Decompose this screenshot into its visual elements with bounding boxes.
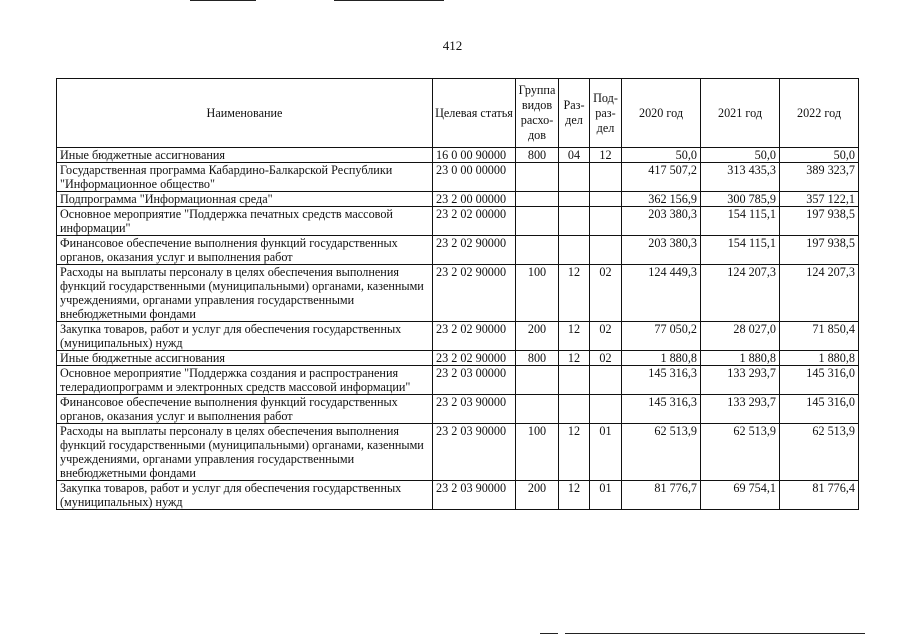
cell-2020: 203 380,3: [622, 207, 701, 236]
budget-table: [56, 78, 859, 510]
cell-2021: 124 207,3: [701, 265, 780, 322]
cell-group: 200: [516, 322, 559, 351]
cell-name: Государственная программа Кабардино-Балкарской Республики "Информационное общество": [57, 163, 433, 192]
cell-name: Иные бюджетные ассигнования: [57, 351, 433, 366]
cell-subsection: [590, 192, 622, 207]
cell-subsection: 02: [590, 265, 622, 322]
table-row: [57, 163, 859, 192]
page-number: 412: [442, 38, 463, 53]
header-subsection: Под- раз- дел: [590, 79, 622, 148]
cell-2022: 1 880,8: [780, 351, 859, 366]
cell-section: [559, 192, 590, 207]
cell-2021: 154 115,1: [701, 236, 780, 265]
cell-name: Закупка товаров, работ и услуг для обеспечения государственных (муниципальных) нужд: [57, 481, 433, 510]
cell-name: Закупка товаров, работ и услуг для обеспечения государственных (муниципальных) нужд: [57, 322, 433, 351]
cell-section: 12: [559, 351, 590, 366]
cell-section: [559, 366, 590, 395]
cell-name: Подпрограмма "Информационная среда": [57, 192, 433, 207]
cell-2021: 1 880,8: [701, 351, 780, 366]
cell-2021: 133 293,7: [701, 366, 780, 395]
cell-2020: 145 316,3: [622, 395, 701, 424]
cell-name: Расходы на выплаты персоналу в целях обеспечения выполнения функций государственными (муниципальными) органами, казенными учреждениями, органами управления государственными внебюджетными фондами: [57, 265, 433, 322]
cell-article: 23 2 03 00000: [433, 366, 516, 395]
table-row: [57, 265, 859, 322]
cell-2022: 124 207,3: [780, 265, 859, 322]
cell-group: 800: [516, 148, 559, 163]
cell-name: Финансовое обеспечение выполнения функций государственных органов, оказания услуг и выполнения работ: [57, 395, 433, 424]
cell-2022: 145 316,0: [780, 366, 859, 395]
cell-2021: 313 435,3: [701, 163, 780, 192]
cell-article: 23 2 03 90000: [433, 395, 516, 424]
cell-2020: 145 316,3: [622, 366, 701, 395]
cell-2021: 300 785,9: [701, 192, 780, 207]
cell-2020: 50,0: [622, 148, 701, 163]
table-row: [57, 395, 859, 424]
header-row: [57, 79, 859, 148]
header-article: Целевая статья: [433, 79, 516, 148]
cell-group: 100: [516, 265, 559, 322]
header-2022: 2022 год: [780, 79, 859, 148]
table-row: [57, 366, 859, 395]
table-row: [57, 424, 859, 481]
cell-2022: 197 938,5: [780, 236, 859, 265]
cell-group: 200: [516, 481, 559, 510]
cell-2020: 417 507,2: [622, 163, 701, 192]
cell-2021: 50,0: [701, 148, 780, 163]
cell-article: 23 2 03 90000: [433, 481, 516, 510]
table-row: [57, 192, 859, 207]
cell-group: [516, 207, 559, 236]
cell-2020: 62 513,9: [622, 424, 701, 481]
cell-name: Финансовое обеспечение выполнения функций государственных органов, оказания услуг и выполнения работ: [57, 236, 433, 265]
cell-section: [559, 236, 590, 265]
cell-article: 23 0 00 00000: [433, 163, 516, 192]
cell-section: [559, 163, 590, 192]
cell-article: 23 2 02 00000: [433, 207, 516, 236]
scan-mark: [334, 0, 444, 1]
cell-2020: 81 776,7: [622, 481, 701, 510]
cell-name: Основное мероприятие "Поддержка печатных средств массовой информации": [57, 207, 433, 236]
scan-mark: [565, 633, 865, 634]
header-section: Раз- дел: [559, 79, 590, 148]
scan-mark: [190, 0, 256, 1]
cell-group: [516, 236, 559, 265]
cell-2022: 197 938,5: [780, 207, 859, 236]
cell-2022: 71 850,4: [780, 322, 859, 351]
table-row: [57, 148, 859, 163]
cell-2021: 133 293,7: [701, 395, 780, 424]
cell-2020: 124 449,3: [622, 265, 701, 322]
cell-section: [559, 207, 590, 236]
cell-2022: 50,0: [780, 148, 859, 163]
cell-group: 100: [516, 424, 559, 481]
cell-section: 12: [559, 265, 590, 322]
cell-section: 12: [559, 424, 590, 481]
cell-article: 16 0 00 90000: [433, 148, 516, 163]
cell-group: [516, 366, 559, 395]
cell-2022: 145 316,0: [780, 395, 859, 424]
scan-mark: [540, 633, 558, 634]
header-2021: 2021 год: [701, 79, 780, 148]
header-name: Наименование: [57, 79, 433, 148]
cell-article: 23 2 02 90000: [433, 351, 516, 366]
table-row: [57, 351, 859, 366]
cell-article: 23 2 02 90000: [433, 236, 516, 265]
cell-article: 23 2 00 00000: [433, 192, 516, 207]
table-row: [57, 207, 859, 236]
table-body: [57, 148, 859, 510]
table-row: [57, 322, 859, 351]
cell-2022: 62 513,9: [780, 424, 859, 481]
cell-2022: 357 122,1: [780, 192, 859, 207]
cell-subsection: 12: [590, 148, 622, 163]
cell-2020: 1 880,8: [622, 351, 701, 366]
cell-subsection: 01: [590, 424, 622, 481]
cell-subsection: [590, 366, 622, 395]
cell-group: 800: [516, 351, 559, 366]
cell-2021: 69 754,1: [701, 481, 780, 510]
header-group: Группа видов расхо- дов: [516, 79, 559, 148]
cell-subsection: [590, 395, 622, 424]
header-2020: 2020 год: [622, 79, 701, 148]
cell-2020: 362 156,9: [622, 192, 701, 207]
cell-article: 23 2 02 90000: [433, 322, 516, 351]
cell-subsection: 02: [590, 322, 622, 351]
cell-name: Иные бюджетные ассигнования: [57, 148, 433, 163]
cell-2021: 28 027,0: [701, 322, 780, 351]
cell-subsection: 02: [590, 351, 622, 366]
cell-group: [516, 163, 559, 192]
cell-subsection: 01: [590, 481, 622, 510]
cell-article: 23 2 02 90000: [433, 265, 516, 322]
cell-subsection: [590, 163, 622, 192]
cell-group: [516, 192, 559, 207]
cell-2020: 203 380,3: [622, 236, 701, 265]
table-header: [57, 79, 859, 148]
cell-2022: 81 776,4: [780, 481, 859, 510]
cell-name: Расходы на выплаты персоналу в целях обеспечения выполнения функций государственными (муниципальными) органами, казенными учреждениями, органами управления государственными внебюджетными фондами: [57, 424, 433, 481]
cell-2021: 62 513,9: [701, 424, 780, 481]
cell-subsection: [590, 207, 622, 236]
table-row: [57, 236, 859, 265]
table-row: [57, 481, 859, 510]
cell-section: 12: [559, 481, 590, 510]
cell-2020: 77 050,2: [622, 322, 701, 351]
cell-article: 23 2 03 90000: [433, 424, 516, 481]
cell-2021: 154 115,1: [701, 207, 780, 236]
cell-section: 12: [559, 322, 590, 351]
cell-2022: 389 323,7: [780, 163, 859, 192]
cell-subsection: [590, 236, 622, 265]
cell-name: Основное мероприятие "Поддержка создания и распространения телерадиопрограмм и электронных средств массовой информации": [57, 366, 433, 395]
cell-group: [516, 395, 559, 424]
cell-section: 04: [559, 148, 590, 163]
cell-section: [559, 395, 590, 424]
